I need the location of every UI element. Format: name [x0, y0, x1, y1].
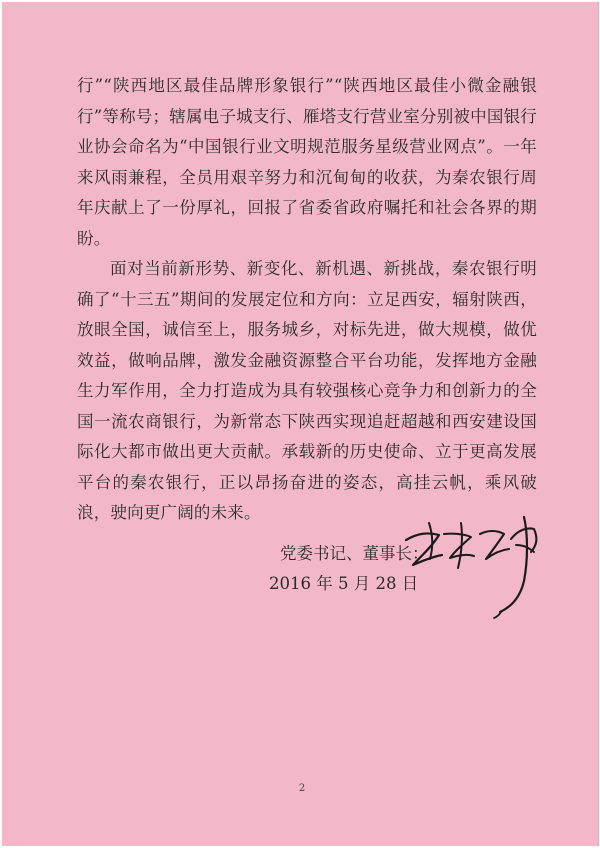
document-date: 2016 年 5 月 28 日: [269, 574, 419, 593]
handwritten-signature: [400, 499, 560, 624]
page-number: 2: [298, 783, 306, 794]
document-body: [77, 71, 537, 529]
document-page: [2, 2, 599, 846]
paragraph-1: 行”“陕西地区最佳品牌形象银行”“陕西地区最佳小微金融银行”等称号；辖属电子城支行、雁塔支行营业室分别被中国银行业协会命名为“中国银行业文明规范服务星级营业网点”。一年来风雨兼程，全员用艰辛努力和沉甸甸的收获，为秦农银行周年庆献上了一份厚礼，回报了省委省政府嘱托和社会各界的期盼。: [77, 76, 537, 248]
paragraph-2: 面对当前新形势、新变化、新机遇、新挑战，秦农银行明确了“十三五”期间的发展定位和方向：立足西安，辐射陕西，放眼全国，诚信至上，服务城乡，对标先进，做大规模，做优效益，做响品牌，激发金融资源整合平台功能，发挥地方金融生力军作用，全力打造成为具有较强核心竞争力和创新力的全国一流农商银行，为新常态下陕西实现追赶超越和西安建设国际化大都市做出更大贡献。承载新的历史使命、立于更高发展平台的秦农银行，正以昂扬奋进的姿态，高挂云帆，乘风破浪，驶向更广阔的未来。: [77, 259, 537, 522]
signer-title: 党委书记、董事长：: [280, 544, 429, 563]
